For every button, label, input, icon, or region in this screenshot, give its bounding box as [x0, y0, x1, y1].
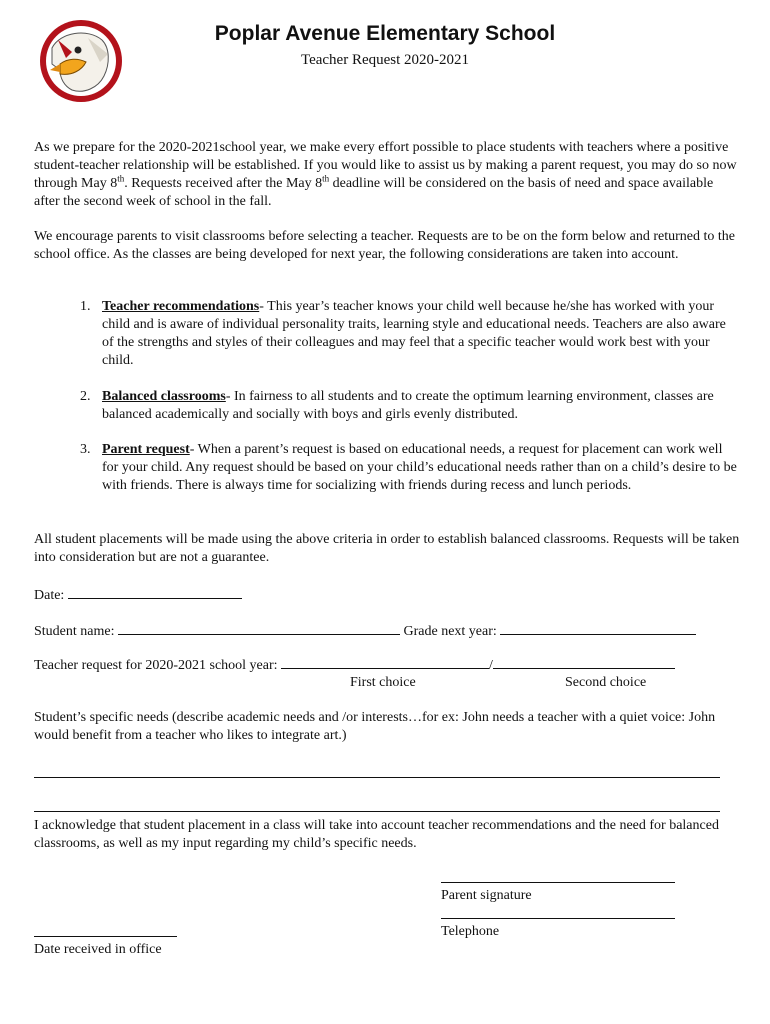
- student-name-label: Student name:: [34, 624, 115, 639]
- parent-signature-line[interactable]: [441, 882, 675, 883]
- needs-label: Student’s specific needs (describe academic needs and /or interests…for ex: John needs a teacher with a quiet voice: John would benefit from a teacher who likes to integrate art.): [34, 710, 716, 743]
- student-name-field: [34, 621, 696, 641]
- intro-paragraph: As we prepare for the 2020-2021school year, we make every effort possible to place students with teachers where a positive student-teacher relationship will be established. If you would like to assist us by making a parent request, you may do so now through May 8th. Requests received after the May 8th deadline will be considered on the basis of need and space available after the second week of school in the fall.: [34, 140, 737, 209]
- second-choice-caption: Second choice: [565, 675, 647, 690]
- date-label: Date:: [34, 588, 65, 603]
- school-name: Poplar Avenue Elementary School: [214, 22, 556, 45]
- consideration-item: 2. Balanced classrooms- In fairness to all students and to create the optimum learning environment, classes are balanced academically and socially with boys and girls evenly distributed.: [80, 389, 714, 422]
- needs-input-line[interactable]: [34, 777, 720, 778]
- consideration-item: 1. Teacher recommendations- This year’s teacher knows your child well because he/she has worked with your child and is aware of individual personality traits, learning style and educational needs. Teachers are also aware of the strengths and styles of their colleagues and may feel that a specific teacher would work best with your child.: [80, 299, 726, 368]
- consideration-item: 3. Parent request- When a parent’s request is based on educational needs, a request for placement can work well for your child. Any request should be based on your child’s educational needs rather than on a child’s desire to be with friends. There is always time for socializing with friends during recess and lunch periods.: [80, 442, 737, 493]
- visit-paragraph: We encourage parents to visit classrooms before selecting a teacher. Requests are to be on the form below and returned to the school office. As the classes are being developed for next year, the following considerations are taken into account.: [34, 229, 735, 262]
- closing-paragraph: All student placements will be made using the above criteria in order to establish balanced classrooms. Requests will be taken into consideration but are not a guarantee.: [34, 532, 740, 565]
- form-title: Teacher Request 2020-2021: [300, 52, 470, 68]
- first-choice-caption: First choice: [350, 675, 416, 690]
- teacher-request-field: [34, 655, 675, 675]
- choice-separator: /: [489, 658, 493, 673]
- acknowledgement-text: I acknowledge that student placement in a class will take into account teacher recommendations and the need for balanced classrooms, as well as my input regarding my child’s specific needs.: [34, 818, 719, 851]
- telephone-label: Telephone: [441, 924, 500, 939]
- grade-label: Grade next year:: [403, 624, 497, 639]
- needs-input-line[interactable]: [34, 811, 720, 812]
- student-name-input-line[interactable]: [118, 621, 400, 635]
- date-input-line[interactable]: [68, 585, 242, 599]
- telephone-line[interactable]: [441, 918, 675, 919]
- grade-input-line[interactable]: [500, 621, 696, 635]
- date-received-line[interactable]: [34, 936, 177, 937]
- date-field: [34, 585, 242, 605]
- parent-signature-label: Parent signature: [441, 888, 532, 903]
- teacher-request-label: Teacher request for 2020-2021 school year:: [34, 658, 278, 673]
- first-choice-input-line[interactable]: [281, 655, 489, 669]
- second-choice-input-line[interactable]: [493, 655, 675, 669]
- date-received-label: Date received in office: [34, 942, 162, 957]
